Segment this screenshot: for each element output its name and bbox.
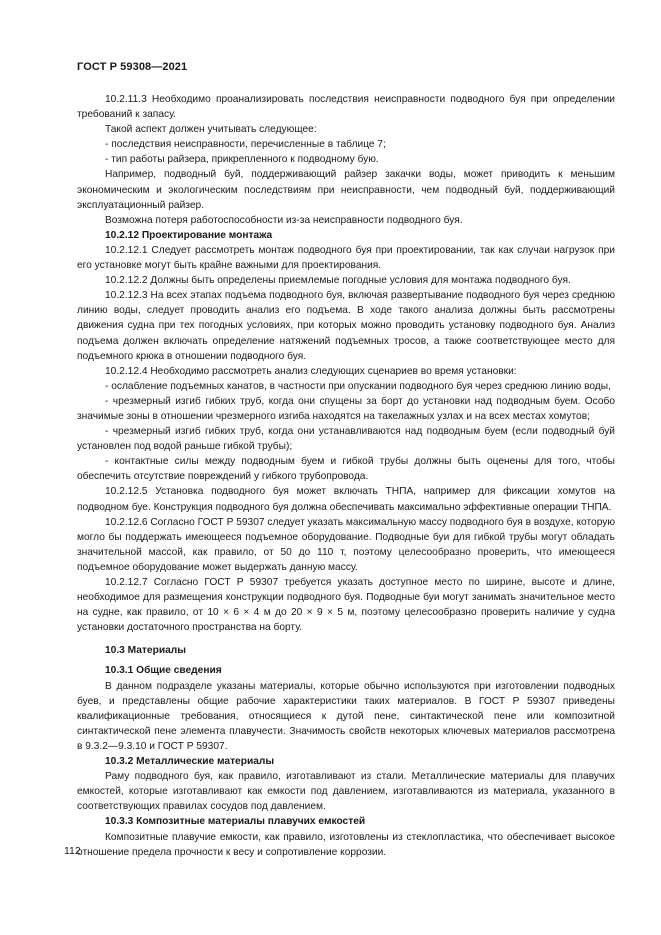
paragraph-10-2-12-2: 10.2.12.2 Должны быть определены приемлемые погодные условия для монтажа подводного буя. xyxy=(105,275,571,287)
list-item: - чрезмерный изгиб гибких труб, когда они спущены за борт до установки над подводным буем. Особо значимые зоны в отношении чрезмерного изгиба находятся на такелажных узлах и на всех местах хомутов; xyxy=(77,395,615,422)
heading-10-2-12: 10.2.12 Проектирование монтажа xyxy=(105,229,273,241)
paragraph: Например, подводный буй, поддерживающий райзер закачки воды, может приводить к меньшим экономическим и экологическим последствиям при неисправности, чем подводный буй, поддерживающий эксплуатационный райзер. xyxy=(77,169,615,211)
heading-10-3-1: 10.3.1 Общие сведения xyxy=(105,665,222,677)
list-item: - ослабление подъемных канатов, в частности при опускании подводного буя через среднюю линию воды, xyxy=(105,380,611,392)
document-header: ГОСТ Р 59308—2021 xyxy=(77,61,188,73)
list-item: - последствия неисправности, перечисленные в таблице 7; xyxy=(105,139,386,151)
list-item: - тип работы райзера, прикрепленного к подводному бую. xyxy=(105,154,379,166)
list-item: - контактные силы между подводным буем и гибкой трубы должны быть оценены для того, чтобы обеспечить отсутствие повреждений у гибкого трубопровода. xyxy=(77,456,615,483)
paragraph: Такой аспект должен учитывать следующее: xyxy=(105,124,317,136)
heading-10-3-3: 10.3.3 Композитные материалы плавучих емкостей xyxy=(105,816,366,828)
paragraph-10-2-12-6: 10.2.12.6 Согласно ГОСТ Р 59307 следует указать максимальную массу подводного буя в воздухе, которую могло бы поддержать имеющееся подъемное оборудование. Подводные буи для гибкой трубы могут обладать значительной массой, как правило, от 50 до 110 т, поэтому целесообразно проверить, что имеющееся подъемное оборудование может выдержать данную массу. xyxy=(77,516,615,573)
heading-10-3: 10.3 Материалы xyxy=(105,645,186,657)
page-body xyxy=(77,92,615,860)
paragraph-10-2-12-4: 10.2.12.4 Необходимо рассмотреть анализ следующих сценариев во время установки: xyxy=(105,365,517,377)
heading-10-3-2: 10.3.2 Металлические материалы xyxy=(105,756,275,768)
paragraph: Раму подводного буя, как правило, изготавливают из стали. Металлические материалы для плавучих емкостей, которые изготавливают как емкости под давлением, изготавливаются из материала, указанного в соответствующих правилах сосудов под давлением. xyxy=(77,771,615,813)
paragraph: Возможна потеря работоспособности из-за неисправности подводного буя. xyxy=(105,214,463,226)
paragraph-10-2-12-3: 10.2.12.3 На всех этапах подъема подводного буя, включая развертывание подводного буя через среднюю линию воды, следует проводить анализ его подъема. В ходе такого анализа должны быть рассмотрены движения судна при тех погодных условиях, при которых можно проводить установку подводного буя. Анализ подъема должен включать определение натяжений подъемных тросов, а также соответствующее место для подъемного крюка в отношении подводного буя. xyxy=(77,290,615,362)
list-item: - чрезмерный изгиб гибких труб, когда они устанавливаются над подводным буем (если подводный буй установлен под водой раньше гибкой трубы); xyxy=(77,426,615,453)
page-number: 112 xyxy=(64,845,81,857)
paragraph: Композитные плавучие емкости, как правило, изготовлены из стеклопластика, что обеспечивает высокое отношение предела прочности к весу и сопротивление коррозии. xyxy=(77,831,615,858)
paragraph-10-2-12-5: 10.2.12.5 Установка подводного буя может включать ТНПА, например для фиксации хомутов на подводном буе. Конструкция подводного буя должна обеспечивать максимально эффективные операции ТНПА. xyxy=(77,486,615,513)
paragraph: В данном подразделе указаны материалы, которые обычно используются при изготовлении подводных буев, и представлены общие рабочие характеристики таких материалов. В ГОСТ Р 59307 приведены квалификационные требования, относящиеся к дутой пене, синтактической пене или композитной синтактической пене элемента плавучести. Значимость свойств некоторых ключевых материалов рассмотрена в 9.3.2—9.3.10 и ГОСТ Р 59307. xyxy=(77,680,615,752)
paragraph-10-2-12-1: 10.2.12.1 Следует рассмотреть монтаж подводного буя при проектировании, так как случаи нагрузок при его установке могут быть крайне важными для проектирования. xyxy=(77,244,615,272)
paragraph-10-2-11-3: 10.2.11.3 Необходимо проанализировать последствия неисправности подводного буя при определении требований к запасу. xyxy=(77,94,615,121)
paragraph-10-2-12-7: 10.2.12.7 Согласно ГОСТ Р 59307 требуется указать доступное место по ширине, высоте и длине, необходимое для размещения конструкции подводного буя. Подводные буи могут занимать значительное место на судне, как правило, от 10 × 6 × 4 м до 20 × 9 × 5 м, поэтому целесообразно проверить наличие у судна установки достаточного пространства на борту. xyxy=(77,577,615,634)
